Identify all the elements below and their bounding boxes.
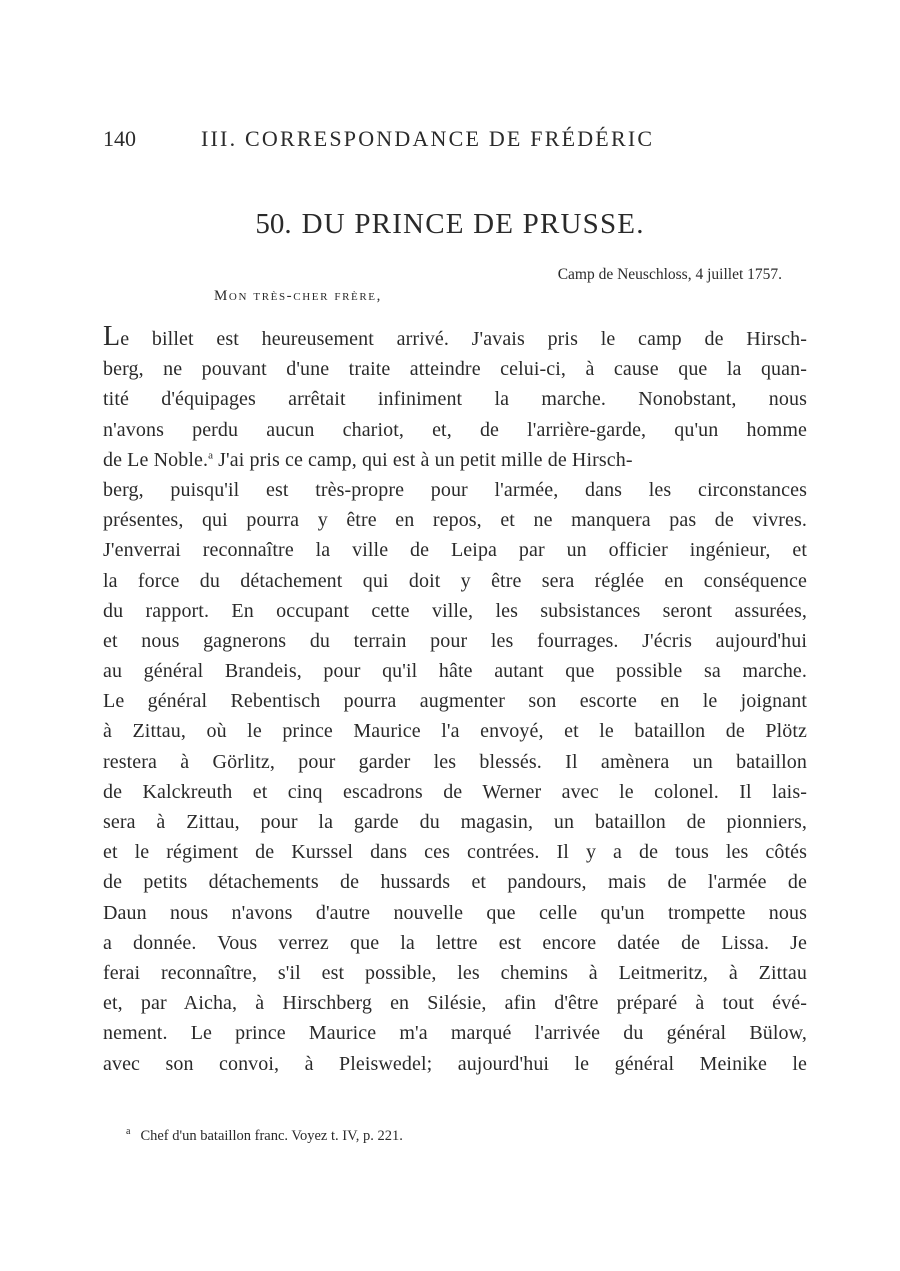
body-line: Daun nous n'avons d'autre nouvelle que celle qu'un trompette nous [103,901,807,924]
footnote-marker: a [126,1126,131,1137]
body-line: n'avons perdu aucun chariot, et, de l'arrière-garde, qu'un homme [103,418,807,441]
body-line: restera à Görlitz, pour garder les blessés. Il amènera un bataillon [103,750,807,773]
body-line [103,1079,807,1109]
running-head [103,126,723,156]
dateline: Camp de Neuschloss, 4 juillet 1757. [557,266,782,283]
body-line: a donnée. Vous verrez que la lettre est encore datée de Lissa. Je [103,931,807,954]
body-line: et, par Aicha, à Hirschberg en Silésie, afin d'être préparé à tout évé- [103,992,807,1015]
body-line: de petits détachements de hussards et pandours, mais de l'armée de [103,871,807,894]
body-line: Le billet est heureusement arrivé. J'avais pris le camp de Hirsch- [103,321,807,352]
footnote-reference[interactable]: a [208,449,214,462]
body-line: la force du détachement qui doit y être sera réglée en conséquence [103,569,807,592]
body-line: nement. Le prince Maurice m'a marqué l'arrivée du général Bülow, [103,1022,807,1045]
letter-title [0,208,900,241]
body-line: au général Brandeis, pour qu'il hâte autant que possible sa marche. [103,660,807,683]
body-line: Le général Rebentisch pourra augmenter son escorte en le joignant [103,690,807,713]
body-line: berg, puisqu'il est très-propre pour l'armée, dans les circonstances [103,478,807,501]
body-line: sera à Zittau, pour la garde du magasin, un bataillon de pionniers, [103,811,807,833]
body-line: avec son convoi, à Pleiswedel; aujourd'hui le général Meinike le [103,1052,807,1075]
body-line: et le régiment de Kurssel dans ces contrées. Il y a de tous les côtés [103,841,807,864]
body-line: ferai reconnaître, s'il est possible, les chemins à Leitmeritz, à Zittau [103,961,807,984]
body-line: du rapport. En occupant cette ville, les subsistances seront assurées, [103,599,807,622]
body-line: de Le Noble.$^a$ J'ai pris ce camp, qui est à un petit mille de Hirsch- [103,448,633,471]
body-line: de Kalckreuth et cinq escadrons de Werner avec le colonel. Il lais- [103,780,807,803]
body-line: tité d'équipages arrêtait infiniment la marche. Nonobstant, nous [103,388,807,411]
letter-body [103,321,807,1109]
drop-cap: L [103,321,121,352]
letter-heading: DU PRINCE DE PRUSSE. [301,208,645,240]
body-line: berg, ne pouvant d'une traite atteindre celui-ci, à cause que la quan- [103,358,807,381]
page-number: 140 [103,126,136,151]
header-title: III. CORRESPONDANCE DE FRÉDÉRIC [201,126,655,151]
salutation: Mon très-cher frère, [214,288,382,304]
letter-number: 50. [255,208,292,240]
body-line: et nous gagnerons du terrain pour les fourrages. J'écris aujourd'hui [103,629,807,652]
body-line: présentes, qui pourra y être en repos, et ne manquera pas de vivres. [103,509,807,532]
footnote [126,1126,403,1145]
body-line: J'enverrai reconnaître la ville de Leipa par un officier ingénieur, et [103,539,807,562]
body-line: à Zittau, où le prince Maurice l'a envoyé, et le bataillon de Plötz [103,720,807,743]
footnote-text: Chef d'un bataillon franc. Voyez t. IV, p. 221. [140,1127,403,1144]
